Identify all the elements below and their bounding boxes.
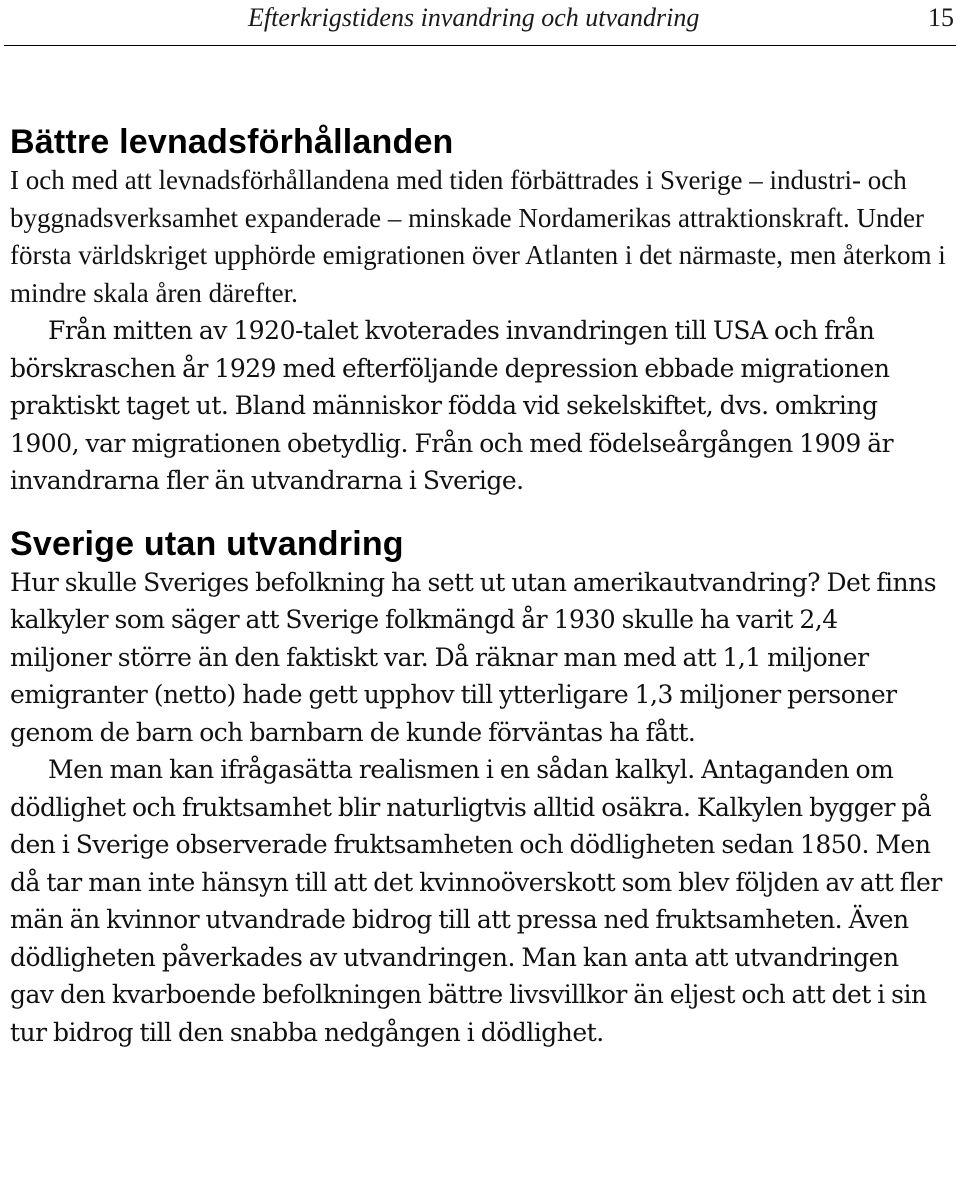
running-header: [0, 0, 960, 48]
section-heading: Bättre levnadsförhållanden: [10, 123, 454, 161]
body-paragraph: Hur skulle Sveriges befolkning ha sett ut utan amerikautvandring? Det finns kalkyler som säger att Sverige folkmängd år 1930 skulle ha varit 2,4 miljoner större än den faktiskt var. Då räknar man med att 1,1 miljoner emigranter (netto) hade gett upphov till ytterligare 1,3 miljoner personer genom de barn och barnbarn de kunde förväntas ha fått.: [10, 567, 937, 747]
body-paragraph: I och med att levnadsförhållandena med tiden förbättrades i Sverige – industri- och byggnadsverksamhet expanderade – minskade Nordamerikas attraktionskraft. Under första världskriget upphörde emigrationen över Atlanten i det närmaste, men återkom i mindre skala åren därefter.: [10, 165, 946, 308]
section-sverige-utan-utvandring: [10, 524, 956, 1052]
section-heading: Sverige utan utvandring: [10, 524, 404, 563]
running-title: Efterkrigstidens invandring och utvandring: [248, 3, 700, 32]
body-paragraph: Från mitten av 1920-talet kvoterades invandringen till USA och från börskraschen år 1929 med efterföljande depression ebbade migrationen praktiskt taget ut. Bland människor födda vid sekelskiftet, dvs. omkring 1900, var migrationen obetydlig. Från och med födelseårgången 1909 är invandrarna fler än utvandrarna i Sverige.: [10, 316, 894, 495]
section-battre-levnadsforhallanden: [10, 122, 956, 500]
page-number: 15: [928, 3, 954, 32]
document-body: [10, 122, 956, 1051]
body-paragraph: Men man kan ifrågasätta realismen i en sådan kalkyl. Antaganden om dödlighet och fruktsamhet blir naturligtvis alltid osäkra. Kalkylen bygger på den i Sverige observerade fruktsamheten och dödligheten sedan 1850. Men då tar man inte hänsyn till att det kvinnoöverskott som blev följden av att fler män än kvinnor utvandrade bidrog till att pressa ned fruktsamheten. Även dödligheten påverkades av utvandringen. Man kan anta att utvandringen gav den kvarboende befolkningen bättre livsvillkor än eljest och att det i sin tur bidrog till den snabba nedgången i dödlighet.: [10, 755, 942, 1047]
header-rule: [4, 45, 956, 46]
